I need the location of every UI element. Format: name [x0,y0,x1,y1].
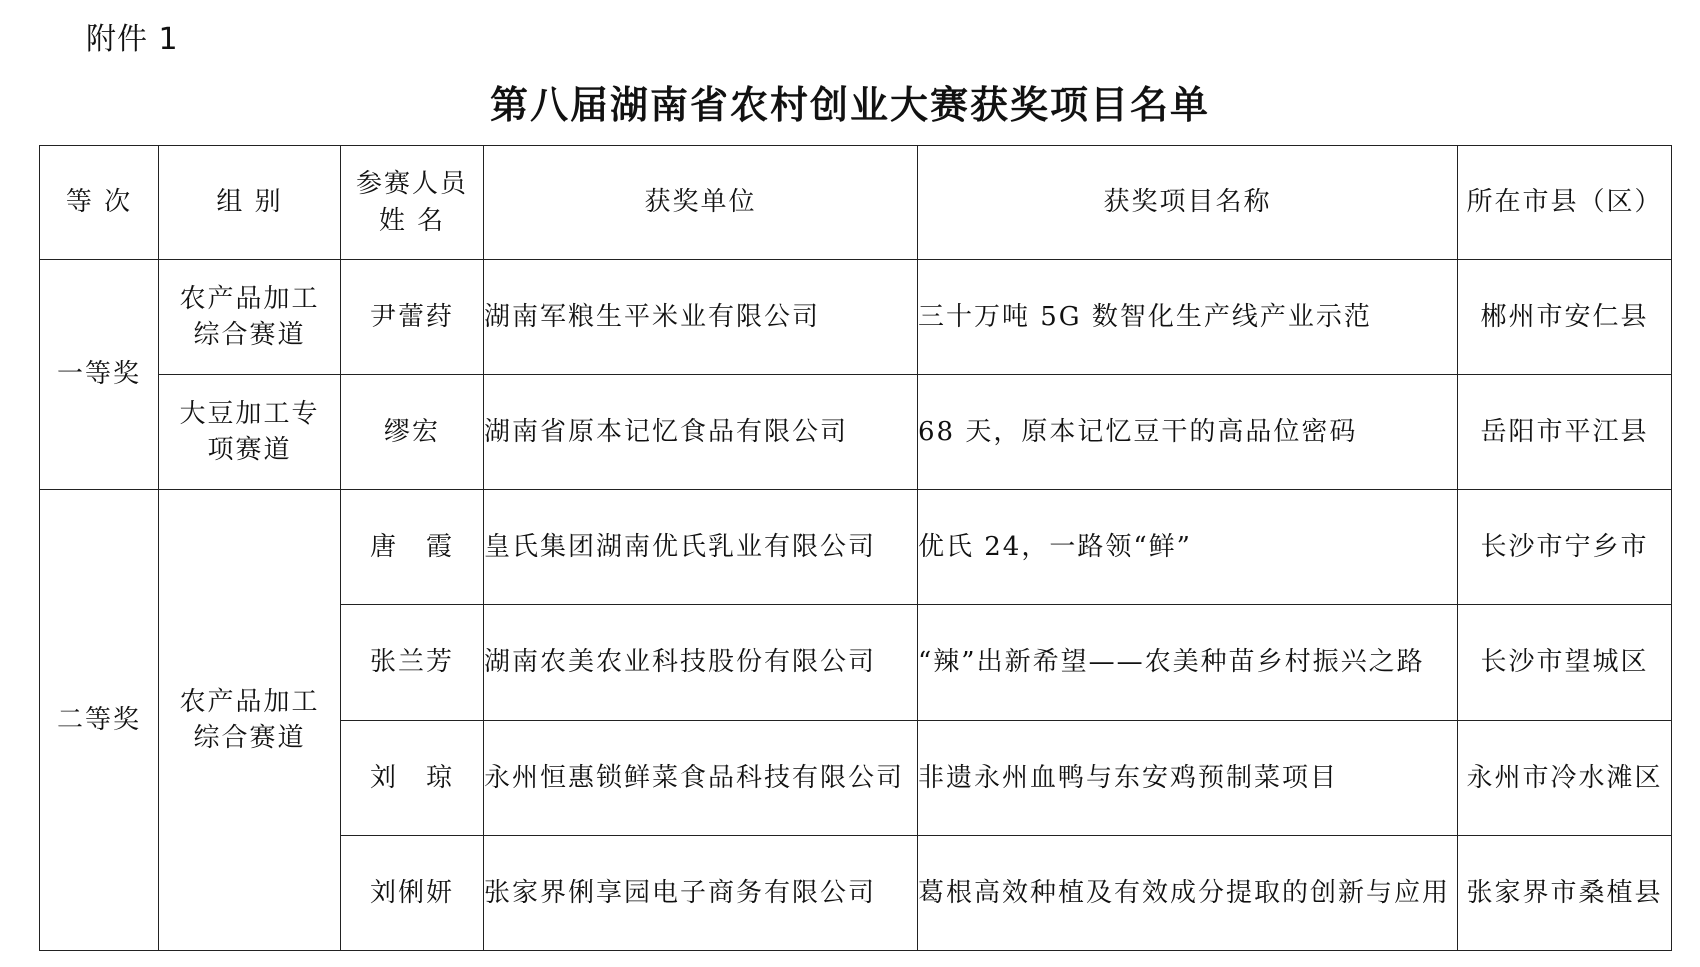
header-participant [341,146,484,260]
header-location: 所在市县（区） [1458,146,1672,260]
participant-name: 刘俐妍 [341,835,484,950]
project-cell: 三十万吨 5G 数智化生产线产业示范 [918,260,1458,375]
header-rank: 等 次 [40,146,159,260]
table-header-row [40,146,1672,260]
header-participant-line1: 参赛人员 [355,169,468,200]
group-line2: 综合赛道 [193,723,306,754]
document-title: 第八届湖南省农村创业大赛获奖项目名单 [489,82,1210,127]
group-cell [159,260,341,375]
participant-name: 尹蕾荮 [341,260,484,375]
project-cell: 68 天，原本记忆豆干的高品位密码 [918,375,1458,490]
location-cell: 长沙市宁乡市 [1458,490,1672,605]
header-group: 组 别 [159,146,341,260]
unit-cell: 湖南农美农业科技股份有限公司 [484,605,918,720]
group-line2: 综合赛道 [193,320,306,351]
table-row [40,260,1672,375]
group-line1: 农产品加工 [179,686,320,717]
group-cell-second [159,490,341,951]
project-cell: 优氏 24，一路领“鲜” [918,490,1458,605]
rank-cell-first: 一等奖 [40,260,159,490]
table-row [40,490,1672,605]
header-project: 获奖项目名称 [918,146,1458,260]
participant-name: 张兰芳 [341,605,484,720]
participant-name: 唐 霞 [341,490,484,605]
header-participant-line2: 姓 名 [378,205,446,236]
group-cell [159,375,341,490]
header-unit: 获奖单位 [484,146,918,260]
unit-cell: 湖南军粮生平米业有限公司 [484,260,918,375]
unit-cell: 张家界俐享园电子商务有限公司 [484,835,918,950]
group-line1: 大豆加工专 [179,398,320,429]
award-table [39,145,1672,951]
rank-cell-second: 二等奖 [40,490,159,951]
project-cell: 葛根高效种植及有效成分提取的创新与应用 [918,835,1458,950]
table-row [40,375,1672,490]
project-cell: 非遗永州血鸭与东安鸡预制菜项目 [918,720,1458,835]
location-cell: 岳阳市平江县 [1458,375,1672,490]
unit-cell: 湖南省原本记忆食品有限公司 [484,375,918,490]
location-cell: 永州市冷水滩区 [1458,720,1672,835]
location-cell: 张家界市桑植县 [1458,835,1672,950]
attachment-label: 附件 1 [86,22,179,57]
participant-name: 缪宏 [341,375,484,490]
group-line2: 项赛道 [207,435,292,466]
unit-cell: 永州恒惠锁鲜菜食品科技有限公司 [484,720,918,835]
location-cell: 郴州市安仁县 [1458,260,1672,375]
location-cell: 长沙市望城区 [1458,605,1672,720]
group-line1: 农产品加工 [179,283,320,314]
participant-name: 刘 琼 [341,720,484,835]
project-cell: “辣”出新希望——农美种苗乡村振兴之路 [918,605,1458,720]
unit-cell: 皇氏集团湖南优氏乳业有限公司 [484,490,918,605]
